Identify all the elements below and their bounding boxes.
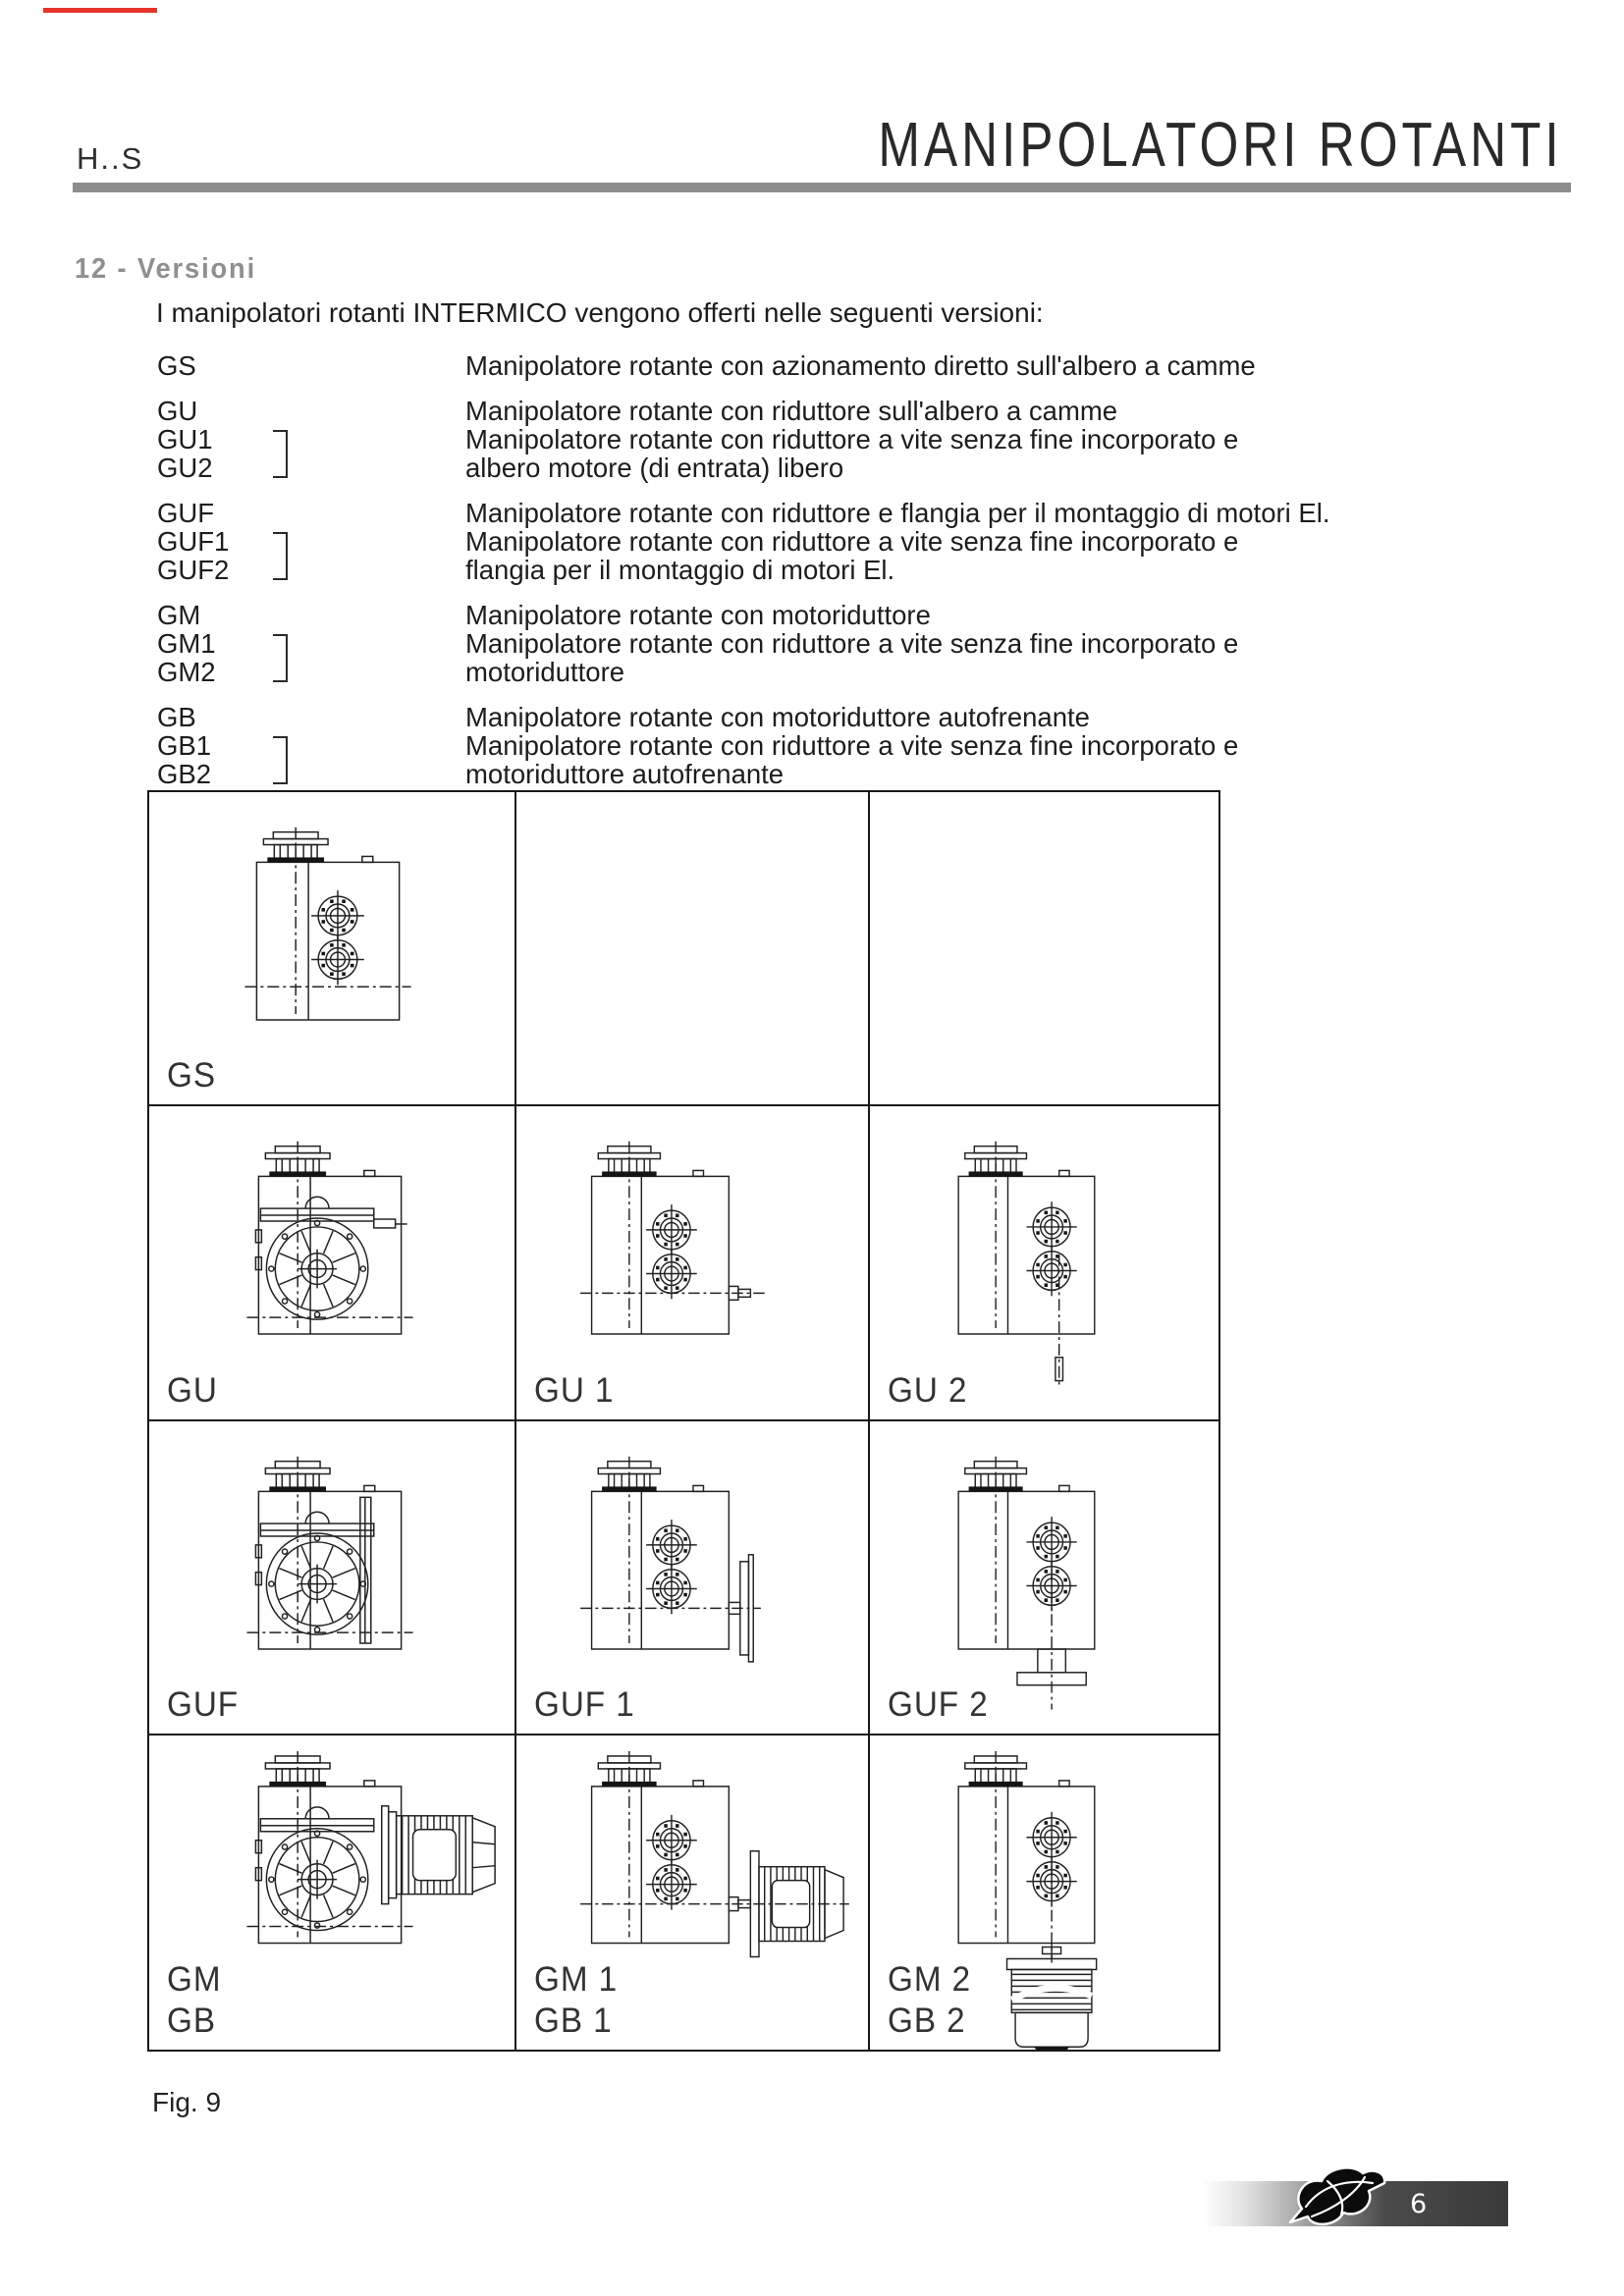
figure-grid	[147, 790, 1220, 2052]
version-row	[157, 454, 1434, 482]
version-code: GM2	[157, 657, 216, 687]
version-bracket	[273, 527, 465, 556]
bracket-bottom-icon	[273, 759, 288, 784]
figure-cell-label	[167, 1370, 218, 1412]
version-row	[157, 629, 1434, 658]
version-row	[157, 527, 1434, 556]
version-bracket	[273, 499, 465, 527]
figure-cell-label	[534, 1959, 618, 2042]
version-bracket	[273, 703, 465, 731]
figure-cell-label-line: GU 1	[534, 1370, 615, 1410]
version-code: GM	[157, 600, 201, 630]
figure-cell-label-line: GUF	[167, 1684, 240, 1724]
version-description: Manipolatore rotante con riduttore a vite senza fine incorporato e	[465, 526, 1239, 557]
version-code: GS	[157, 350, 196, 381]
version-row	[157, 397, 1434, 425]
version-bracket	[273, 601, 465, 629]
version-description: Manipolatore rotante con motoriduttore	[465, 600, 931, 630]
version-row	[157, 658, 1434, 686]
figure-cell-label-line: GU 2	[888, 1370, 968, 1410]
figure-caption: Fig. 9	[152, 2087, 222, 2117]
version-code: GUF	[157, 498, 215, 528]
version-description: Manipolatore rotante con riduttore e flangia per il montaggio di motori El.	[465, 498, 1330, 528]
version-bracket	[273, 425, 465, 454]
version-code: GM1	[157, 628, 216, 659]
version-group	[157, 351, 1434, 380]
figure-cell-label	[167, 1684, 239, 1726]
page-title: MANIPOLATORI ROTANTI	[878, 109, 1563, 180]
figure-cell-label	[534, 1684, 635, 1726]
version-description: motoriduttore autofrenante	[465, 759, 785, 789]
version-description: Manipolatore rotante con motoriduttore autofrenante	[465, 702, 1090, 732]
figure-cell	[516, 1421, 870, 1735]
model-code: H..S	[77, 141, 144, 176]
version-description: Manipolatore rotante con riduttore sull'albero a camme	[465, 396, 1118, 426]
section-intro: I manipolatori rotanti INTERMICO vengono offerti nelle seguenti versioni:	[156, 297, 1044, 328]
version-bracket	[273, 629, 465, 658]
version-row	[157, 351, 1434, 380]
version-description: flangia per il montaggio di motori El.	[465, 555, 895, 585]
version-bracket	[273, 556, 465, 584]
version-row	[157, 601, 1434, 629]
figure-cell	[516, 1735, 870, 2050]
figure-cell	[149, 1421, 516, 1735]
figure-cell-label-line: GUF 1	[534, 1684, 635, 1724]
header-rule	[73, 183, 1571, 192]
version-code: GUF1	[157, 526, 230, 557]
figure-cell	[870, 1421, 1218, 1735]
version-code: GB	[157, 702, 196, 732]
figure-cell-label	[888, 1370, 967, 1412]
version-list	[157, 351, 1434, 805]
intermico-knot-logo-icon	[1282, 2158, 1392, 2234]
version-bracket	[273, 397, 465, 425]
version-bracket	[273, 760, 465, 788]
version-code: GB2	[157, 759, 212, 789]
figure-cell-label	[888, 1959, 971, 2042]
figure-cell-label-line: GU	[167, 1370, 218, 1410]
figure-cell	[149, 1106, 516, 1420]
page-number: 6	[1410, 2189, 1428, 2219]
figure-cell-label-line: GUF 2	[888, 1684, 989, 1724]
red-registration-mark	[43, 8, 157, 13]
figure-cell-label-line: GB 1	[534, 2002, 613, 2040]
version-description: Manipolatore rotante con riduttore a vite senza fine incorporato e	[465, 424, 1239, 454]
section-heading: 12 - Versioni	[75, 253, 257, 285]
version-bracket	[273, 658, 465, 686]
figure-cell-label-line: GB	[167, 2002, 216, 2040]
version-bracket	[273, 351, 465, 380]
figure-cell-label-line: GS	[167, 1056, 216, 1095]
figure-cell-label	[534, 1370, 614, 1412]
figure-cell-label-line: GM 2	[888, 1960, 972, 1999]
version-group	[157, 601, 1434, 686]
version-description: Manipolatore rotante con riduttore a vite senza fine incorporato e	[465, 628, 1239, 659]
version-row	[157, 556, 1434, 584]
bracket-bottom-icon	[273, 453, 288, 478]
figure-cell	[149, 1735, 516, 2050]
version-description: albero motore (di entrata) libero	[465, 453, 844, 483]
figure-cell-label-line: GM 1	[534, 1960, 619, 1999]
figure-cell-label-line: GM	[167, 1960, 222, 1999]
figure-cell	[149, 792, 516, 1106]
version-code: GU1	[157, 424, 213, 454]
figure-cell-label	[888, 1684, 989, 1726]
version-row	[157, 760, 1434, 788]
bracket-bottom-icon	[273, 657, 288, 682]
version-row	[157, 499, 1434, 527]
version-code: GU2	[157, 453, 213, 483]
figure-cell	[870, 1735, 1218, 2050]
version-bracket	[273, 454, 465, 482]
figure-cell	[516, 1106, 870, 1420]
bracket-bottom-icon	[273, 555, 288, 580]
figure-cell-label	[167, 1959, 221, 2042]
version-description: Manipolatore rotante con riduttore a vite senza fine incorporato e	[465, 730, 1239, 761]
version-code: GUF2	[157, 555, 230, 585]
figure-cell-label	[167, 1055, 216, 1096]
version-description: Manipolatore rotante con azionamento diretto sull'albero a camme	[465, 350, 1256, 381]
version-row	[157, 731, 1434, 760]
version-group	[157, 703, 1434, 788]
version-code: GU	[157, 396, 198, 426]
version-description: motoriduttore	[465, 657, 625, 687]
version-row	[157, 703, 1434, 731]
version-bracket	[273, 731, 465, 760]
figure-cell	[870, 1106, 1218, 1420]
figure-cell	[516, 792, 870, 1106]
figure-cell	[870, 792, 1218, 1106]
version-group	[157, 499, 1434, 584]
figure-cell-label-line: GB 2	[888, 2002, 966, 2040]
version-row	[157, 425, 1434, 454]
version-group	[157, 397, 1434, 482]
version-code: GB1	[157, 730, 212, 761]
